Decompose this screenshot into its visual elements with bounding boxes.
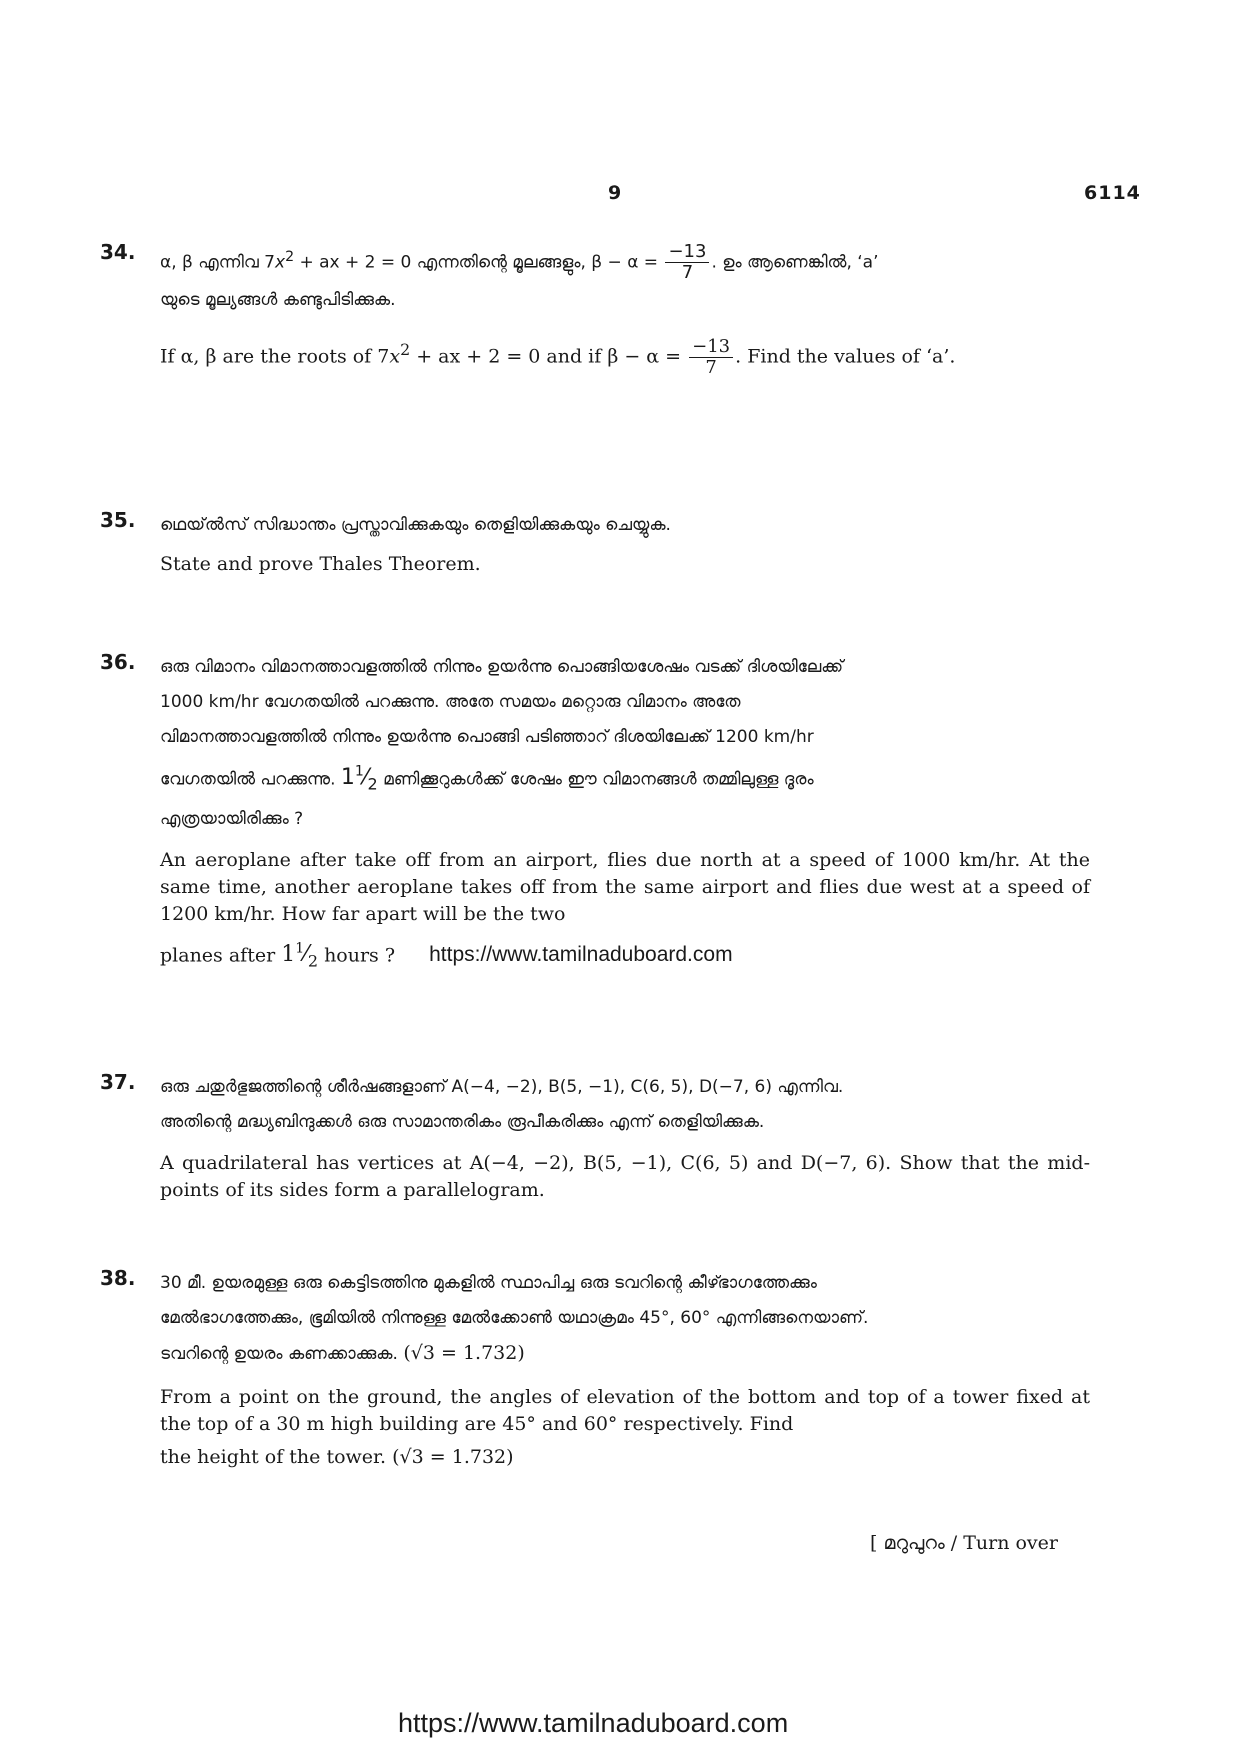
q36-en-text-a: planes after [160,944,276,967]
fraction-numerator: −13 [689,337,733,358]
mixed-denominator: 2 [307,951,319,971]
fraction-denominator: 7 [681,262,694,284]
question-36-malayalam-line4 [160,755,1090,802]
q34-ml-var-x: x [275,252,286,273]
q38-en-text-a: the height of the tower. [160,1446,387,1468]
question-38-malayalam-line2: മേൽഭാഗത്തേക്കും, ഭൂമിയിൽ നിന്നുള്ള മേൽക്കോൺ യഥാക്രമം 45°, 60° എന്നിങ്ങനെയാണ്. [160,1308,869,1328]
q34-ml-text-b: + ax + 2 = 0 എന്നതിന്റെ മൂലങ്ങളും, β − α = [294,252,664,273]
question-34-malayalam-line1 [160,240,1090,283]
question-34-english [160,336,1090,378]
question-36-malayalam-line3: വിമാനത്താവളത്തിൽ നിന്നും ഉയർന്നു പൊങ്ങി പടിഞ്ഞാറ് ദിശയിലേക്ക് 1200 km/hr [160,727,814,747]
question-number: 35. [100,508,136,532]
q34-ml-fraction [665,242,709,283]
question-36-english-last [160,936,1090,975]
q36-ml-mixed-number: $1^1⁄_2$ [340,764,378,794]
q36-en-mixed-number: $1^1⁄_2$ [281,940,319,971]
paper-code: 6114 [1084,182,1141,204]
q38-ml-text-a: ടവറിന്റെ ഉയരം കണക്കാക്കുക. [160,1344,398,1364]
question-number: 37. [100,1070,136,1094]
question-38-english: From a point on the ground, the angles of elevation of the bottom and top of a tower fixed at the top of a 30 m high building are 45° and 60° respectively. Find [160,1386,1090,1435]
q38-ml-sqrt-expr: (√3 = 1.732) [403,1342,525,1364]
question-38-english-last [160,1444,1090,1471]
q34-ml-exponent: 2 [285,249,295,265]
footer-url[interactable]: https://www.tamilnaduboard.com [398,1708,789,1738]
fraction-denominator: 7 [705,356,717,378]
fraction-numerator: −13 [665,242,709,263]
mixed-numerator: 1 [295,940,305,957]
question-36-english: An aeroplane after take off from an airport, flies due north at a speed of 1000 km/hr. At the same time, another aeroplane takes off from the same airport and flies due west at a speed of 1200 km/hr. How far apart will be the two [160,848,1090,925]
q34-en-fraction [689,337,733,378]
question-number: 34. [100,240,136,264]
question-37-english: A quadrilateral has vertices at A(−4, −2), B(5, −1), C(6, 5) and D(−7, 6). Show that the mid-points of its sides form a parallelogram. [160,1152,1090,1201]
question-37-malayalam-line1: ഒരു ചതുർഭുജത്തിന്റെ ശീർഷങ്ങളാണ് A(−4, −2), B(5, −1), C(6, 5), D(−7, 6) എന്നിവ. [160,1077,844,1097]
question-36-malayalam-line1: ഒരു വിമാനം വിമാനത്താവളത്തിൽ നിന്നും ഉയർന്നു പൊങ്ങിയശേഷം വടക്ക് ദിശയിലേക്ക് [160,657,844,677]
question-38 [100,1266,1090,1471]
page-number: 9 [608,182,622,204]
question-36 [100,650,1090,974]
question-38-malayalam-line1: 30 മീ. ഉയരമുള്ള ഒരു കെട്ടിടത്തിനു മുകളിൽ സ്ഥാപിച്ച ഒരു ടവറിന്റെ കീഴ്ഭാഗത്തേക്കും [160,1273,817,1293]
q36-ml-text-a: വേഗതയിൽ പറക്കുന്നു. [160,769,336,790]
question-36-malayalam-line2: 1000 km/hr വേഗതയിൽ പറക്കുന്നു. അതേ സമയം മറ്റൊരു വിമാനം അതേ [160,692,741,712]
mixed-numerator: 1 [354,764,364,780]
question-35 [100,508,1090,578]
question-number: 36. [100,650,136,674]
inline-url[interactable]: https://www.tamilnaduboard.com [429,943,733,967]
question-35-english: State and prove Thales Theorem. [160,553,481,575]
question-34 [100,240,1090,378]
q34-en-text-b: + ax + 2 = 0 and if β − α = [410,345,688,368]
q34-ml-text-c: . ഉം ആണെങ്കിൽ, ‘a’ [711,252,879,273]
question-number: 38. [100,1266,136,1290]
q38-en-sqrt-expr: (√3 = 1.732) [392,1446,514,1468]
question-36-malayalam-line5: എത്രയായിരിക്കും ? [160,808,304,829]
question-37 [100,1070,1090,1204]
mixed-whole: 1 [281,942,296,968]
q34-ml-text-a: α, β എന്നിവ 7 [160,252,275,273]
q34-en-var-x: x [389,345,401,368]
q34-en-text-c: . Find the values of ‘a’. [735,345,956,368]
question-34-malayalam-line2: യുടെ മൂല്യങ്ങൾ കണ്ടുപിടിക്കുക. [160,290,396,311]
question-37-malayalam-line2: അതിന്റെ മദ്ധ്യബിന്ദുക്കൾ ഒരു സാമാന്തരികം രൂപീകരിക്കും എന്ന് തെളിയിക്കുക. [160,1112,765,1132]
mixed-denominator: 2 [367,774,378,794]
q34-en-exponent: 2 [400,340,411,360]
q34-en-text-a: If α, β are the roots of 7 [160,345,390,368]
q36-ml-text-b: മണിക്കൂറുകൾക്ക് ശേഷം ഈ വിമാനങ്ങൾ തമ്മിലുള്ള ദൂരം [383,769,814,790]
question-35-malayalam: ഥെയ്ൽസ് സിദ്ധാന്തം പ്രസ്താവിക്കുകയും തെളിയിക്കുകയും ചെയ്യുക. [160,515,671,535]
turn-over-label: [ മറുപുറം / Turn over [870,1532,1058,1554]
mixed-whole: 1 [340,765,355,791]
q36-en-text-b: hours ? [324,944,396,967]
question-38-malayalam-line3 [160,1336,1090,1372]
